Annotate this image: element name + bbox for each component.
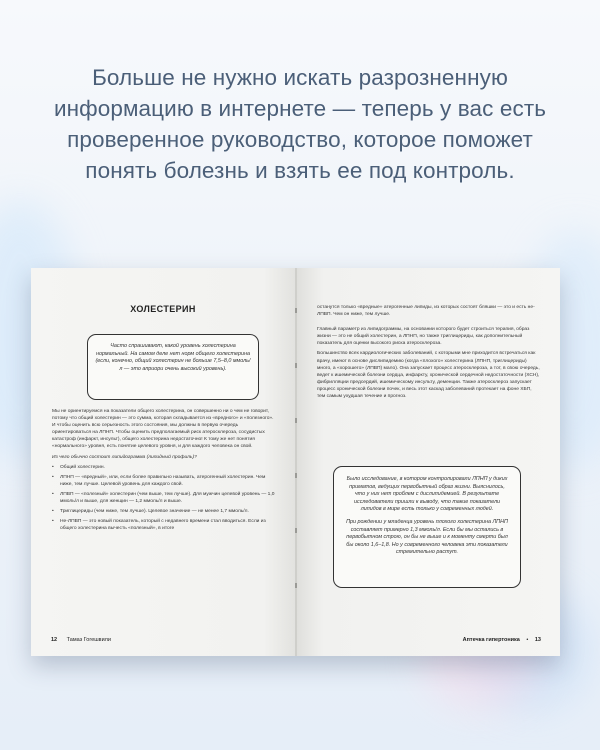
list-item: • Триглицериды (чем ниже, тем лучше). Целевое значение — не менее 1,7 ммоль/л.: [52, 508, 278, 515]
page-number: 13: [534, 637, 541, 643]
callout-paragraph: При рождении у младенца уровень плохого холестерина ЛПНП составляет примерно 1,3 ммоль/л. Если бы мы остались в первобытном строю, он бы не выше и к моменту смерти был бы около 1,6–1,8. Но у современного человека эти показатели стремительно растут.: [346, 518, 508, 556]
left-body: [52, 408, 278, 535]
list-item: • ЛПВП — «полезный» холестерин (чем выше, тем лучше). Для мужчин целевой уровень — 1,0 ммоль/л и выше, для женщин — 1,2 ммоль/л и выше.: [52, 491, 278, 505]
right-page: [297, 268, 560, 656]
headline-line: информацию в интернете — теперь у вас есть: [53, 96, 547, 121]
list-item: • ЛПНП — «вредный», или, если более правильно называть, атерогенный холестерин. Чем ниже, тем лучше. Целевой уровень для каждого свой.: [52, 474, 278, 488]
callout-box: [333, 466, 521, 588]
callout-paragraph: Было исследование, в котором контролировали ЛПНП у диких приматов, ведущих первобытный образ жизни. Выяснилось, что у них нет проблем с дислипидемией. В результате исследователи пришли к выводу, что такие показатели липидов в мире есть только у современных людей.: [346, 476, 508, 513]
list-item: • Общий холестерин.: [52, 464, 278, 471]
headline-line: Больше не нужно искать разрозненную: [92, 65, 508, 90]
callout-box: [87, 334, 259, 400]
callout-text: [334, 467, 520, 557]
chapter-title: ХОЛЕСТЕРИН: [130, 304, 196, 314]
paragraph: останутся только «вредные» атерогенные липиды, из которых состоят бляшки — это и есть не-ЛПВП. Чем он ниже, тем лучше.: [317, 305, 535, 318]
headline: [0, 62, 600, 186]
list-item: • Не-ЛПВП — это новый показатель, который с недавнего времени стал вводиться. Если из общего холестерина вычесть «полезный», в итоге: [52, 518, 278, 532]
open-book: [31, 268, 560, 656]
bullet-separator-icon: •: [526, 637, 529, 643]
paragraph: Главный параметр из липидограммы, на основании которого будет строиться терапия, образ жизни — это не общий холестерин, а ЛПНП, но также триглицериды, как дополнительный показатель для оценки высокого риска атеросклероза.: [317, 327, 530, 347]
paragraph: Большинство всех кардиологических заболеваний, с которыми мне приходится встречаться как врачу, имеют в основе дислипидемию (когда «плохого» холестерина (ЛПНП, триглицериды) много, а «хорошего» (ЛПВП) мало). Она запускает процесс атеросклероза, а тот, в свою очередь, ведет к ишемической болезни сердца, инфаркту, хронической сердечной недостаточности (ХСН), фибрилляции предсердий, ишемическому инсульту, деменции. Также атеросклероз запускает процесс хронической болезни почек, и весь этот каскад заболеваний протекает на фоне ХБП, тем самым ухудшая течение и прогноз.: [317, 351, 540, 400]
left-page: [31, 268, 295, 656]
book-title: Аптечка гипертоника: [462, 637, 520, 643]
headline-line: проверенное руководство, которое поможет: [67, 127, 533, 152]
paragraph: Мы не ориентируемся на показатели общего холестерина, он совершенно ни о чем не говорит, потому что общий холестерин — это сумма, которая складывается из «вредного» и «полезного». И чтобы оценить всю серьезность этого состояния, мы должны в первую очередь ориентироваться на ЛПНП. Чтобы оценить предполагаемый риск атеросклероза, сосудистых катастроф (инфаркт, инсульт), общего холестерина недостаточно! К тому же нет понятия «нормального» уровня, есть понятие целевого уровня, и для каждого человека он свой.: [52, 409, 274, 450]
headline-line: понять болезнь и взять ее под контроль.: [85, 158, 515, 183]
page-number: 12: [51, 637, 58, 643]
right-body: [317, 304, 541, 403]
callout-text: Часто спрашивают, какой уровень холестерина нормальный. На самом деле нет норм общего холестерина (если, конечно, общий холестерин не больше 7,5–8,0 ммоль/л — это априори очень высокий уровень).: [95, 343, 251, 372]
lead-in: Из чего обычно состоит липидограмма (липидный профиль)?: [52, 454, 197, 460]
author-name: Тамаз Гогешвили: [66, 637, 111, 643]
right-footer: [463, 637, 541, 643]
left-footer: [51, 637, 111, 643]
